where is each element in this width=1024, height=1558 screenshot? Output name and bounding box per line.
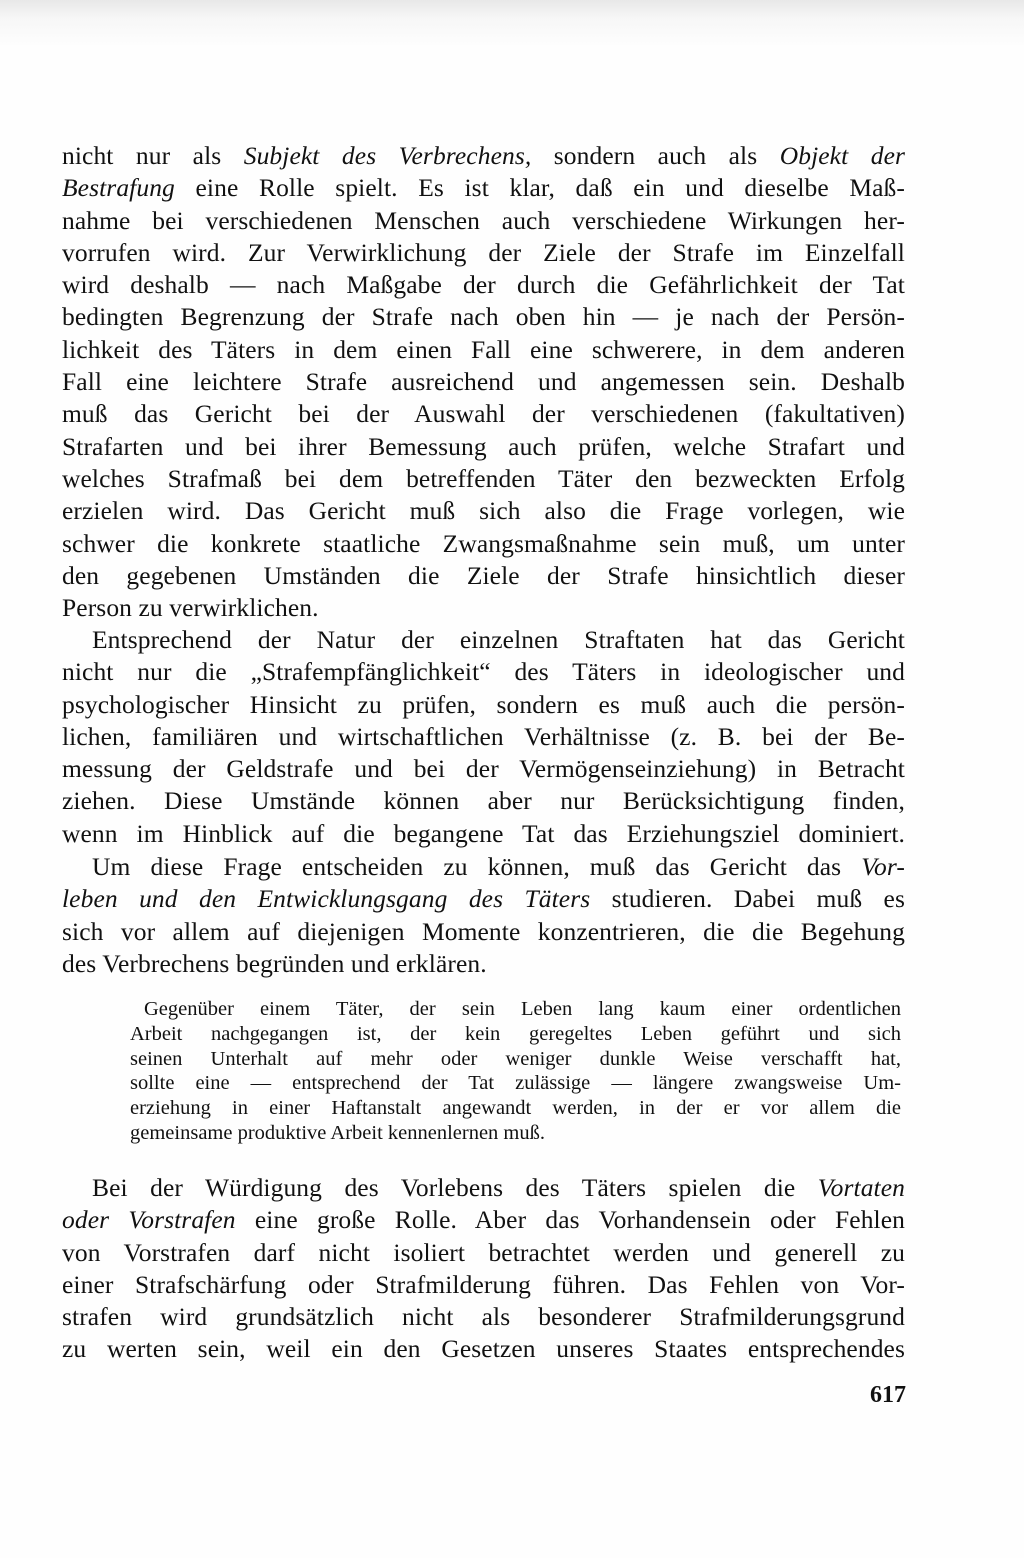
emphasis-text: Vortaten [817, 1173, 905, 1202]
text-line: Person zu verwirklichen. [62, 593, 319, 623]
text-line: psychologischer Hinsicht zu prüfen, sondern es muß auch die persön- [62, 689, 905, 719]
text-line: Strafarten und bei ihrer Bemessung auch prüfen, welche Strafart und [62, 431, 905, 461]
text-line: welches Strafmaß bei dem betreffenden Täter den bezweckten Erfolg [62, 463, 905, 493]
text-line: muß das Gericht bei der Auswahl der verschiedenen (fakultativen) [62, 399, 905, 429]
example-line: seinen Unterhalt auf mehr oder weniger dunkle Weise verschafft hat, [130, 1047, 901, 1070]
text-line: lichkeit des Täters in dem einen Fall eine schwerere, in dem anderen [62, 334, 905, 364]
text-line: wenn im Hinblick auf die begangene Tat das Erziehungsziel dominiert. [62, 818, 905, 848]
emphasis-text: Bestrafung [62, 173, 175, 203]
example-line: erziehung in einer Haftanstalt angewandt werden, in der er vor allem die [130, 1097, 901, 1120]
text-span: studieren. Dabei muß es [590, 884, 905, 914]
text-line: ziehen. Diese Umstände können aber nur Berücksichtigung finden, [62, 786, 905, 816]
text-line: von Vorstrafen darf nicht isoliert betrachtet werden und generell zu [62, 1237, 905, 1267]
emphasis-text: Objekt der [779, 141, 906, 170]
text-line: wird deshalb — nach Maßgabe der durch die Gefährlichkeit der Tat [62, 270, 905, 300]
example-line: Gegenüber einem Täter, der sein Leben lang kaum einer ordentlichen [144, 998, 901, 1020]
example-block [130, 997, 901, 1146]
text-line: Fall eine leichtere Strafe ausreichend und angemessen sein. Deshalb [62, 367, 905, 397]
text-span: sondern auch als [531, 141, 780, 170]
text-line: bedingten Begrenzung der Strafe nach oben hin — je nach der Persön- [62, 302, 905, 332]
example-line: gemeinsame produktive Arbeit kennenlernen muß. [130, 1121, 546, 1144]
text-span: eine große Rolle. Aber das Vorhandensein oder Fehlen [235, 1205, 905, 1235]
text-line: zu werten sein, weil ein den Gesetzen unseres Staates entsprechendes [62, 1334, 905, 1364]
text-line: den gegebenen Umständen die Ziele der Strafe hinsichtlich dieser [62, 560, 905, 590]
text-line: lichen, familiären und wirtschaftlichen Verhältnisse (z. B. bei der Be- [62, 721, 905, 751]
emphasis-text: oder Vorstrafen [62, 1205, 236, 1235]
text-line: Entsprechend der Natur der einzelnen Straftaten hat das Gericht [92, 625, 905, 654]
emphasis-text: leben und den Entwicklungsgang des Täters [62, 884, 591, 914]
text-line [62, 1204, 905, 1236]
text-span: nicht nur als [62, 141, 244, 170]
text-line: des Verbrechens begründen und erklären. [62, 948, 487, 978]
text-line: sich vor allem auf diejenigen Momente konzentrieren, die die Begehung [62, 916, 905, 946]
paragraph-4 [62, 1172, 905, 1366]
paragraph-3 [62, 851, 905, 980]
text-line: vorrufen wird. Zur Verwirklichung der Ziele der Strafe im Einzelfall [62, 237, 905, 267]
text-span: eine Rolle spielt. Es ist klar, daß ein und dieselbe Maß- [174, 173, 905, 203]
text-span: Bei der Würdigung des Vorlebens des Täters spielen die [92, 1173, 818, 1202]
text-line [62, 172, 905, 204]
text-line: einer Strafschärfung oder Strafmilderung führen. Das Fehlen von Vor- [62, 1269, 905, 1299]
text-line: erzielen wird. Das Gericht muß sich also die Frage vorlegen, wie [62, 496, 905, 526]
page-number: 617 [870, 1382, 906, 1408]
text-line [62, 1172, 905, 1204]
text-line: nahme bei verschiedenen Menschen auch verschiedene Wirkungen her- [62, 205, 905, 235]
text-line: nicht nur die „Strafempfänglichkeit“ des Täters in ideologischer und [62, 657, 905, 687]
text-line: schwer die konkrete staatliche Zwangsmaßnahme sein muß, um unter [62, 528, 905, 558]
emphasis-text: Subjekt des Verbrechens, [243, 141, 532, 170]
text-line [62, 883, 905, 915]
paragraph-2 [62, 624, 905, 850]
text-span: Um diese Frage entscheiden zu können, muß das Gericht das [92, 852, 862, 881]
paragraph-1 [62, 140, 905, 624]
text-line [62, 140, 905, 172]
emphasis-text: Vor- [861, 852, 905, 881]
text-line: messung der Geldstrafe und bei der Vermögenseinziehung) in Betracht [62, 754, 905, 784]
text-line: strafen wird grundsätzlich nicht als besonderer Strafmilderungsgrund [62, 1302, 905, 1332]
example-line: Arbeit nachgegangen ist, der kein geregeltes Leben geführt und sich [130, 1022, 901, 1045]
example-line: sollte eine — entsprechend der Tat zulässige — längere zwangsweise Um- [130, 1072, 901, 1095]
page-top-edge [0, 0, 1024, 48]
text-line [62, 851, 905, 883]
